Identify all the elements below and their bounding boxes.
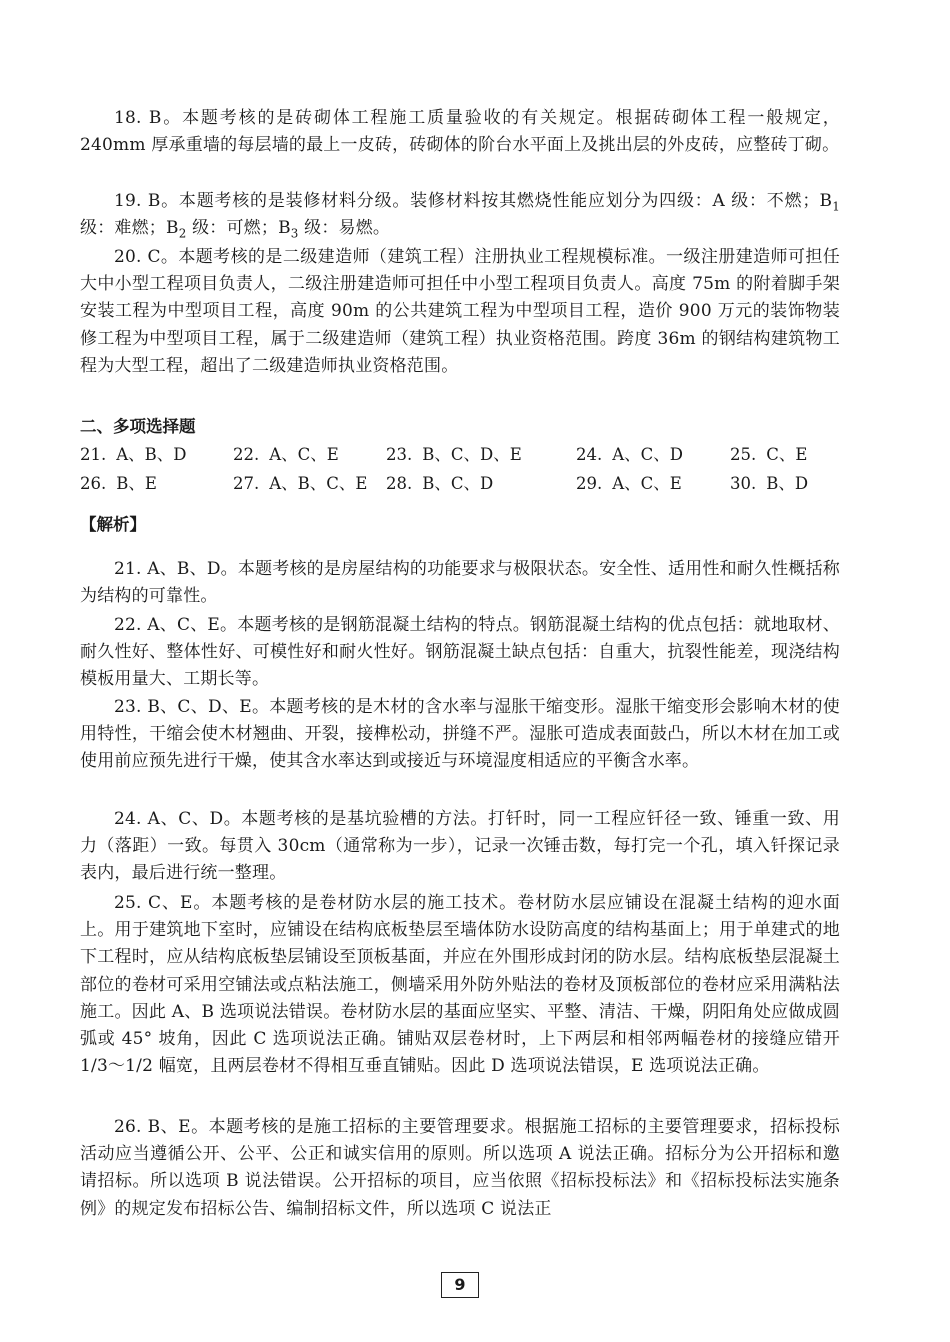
answer-22: 22. A、C、E xyxy=(233,445,339,464)
explanation-19: 19. B。本题考核的是装修材料分级。装修材料按其燃烧性能应划分为四级：A 级：不燃；$B_1$ 级：难燃；$B_2$ 级：可燃；$B_3$ 级：易燃。 xyxy=(80,191,840,241)
explanation-text: B。本题考核的是砖砌体工程施工质量验收的有关规定。根据砖砌体工程一般规定，240mm 厚承重墙的每层墙的最上一皮砖，砖砌体的阶台水平面上及挑出层的外皮砖，应整砖丁砌。 xyxy=(80,108,840,156)
answer-row-1 xyxy=(80,443,860,467)
item-number: 26. xyxy=(114,1117,142,1137)
item-number: 19. xyxy=(114,191,142,211)
explanation-text: A、C、D。本题考核的是基坑验槽的方法。打钎时，同一工程应钎径一致、锤重一致、用力（落距）一致。每贯入 30cm（通常称为一步），记录一次锤击数，每打完一个孔，填入钎探记录表内，最后进行统一整理。 xyxy=(80,809,840,884)
analysis-title: 【解析】 xyxy=(80,515,146,534)
answer-30: 30. B、D xyxy=(730,474,809,493)
explanation-text: B、C、D、E。本题考核的是木材的含水率与湿胀干缩变形。湿胀干缩变形会影响木材的使用特性，干缩会使木材翘曲、开裂，接榫松动，拼缝不严。湿胀可造成表面鼓凸，所以木材在加工或使用前应预先进行干燥，使其含水率达到或接近与环境湿度相适应的平衡含水率。 xyxy=(80,697,840,772)
answer-27: 27. A、B、C、E xyxy=(233,474,368,493)
item-number: 24. xyxy=(114,809,142,829)
answer-24: 24. A、C、D xyxy=(576,445,684,464)
explanation-25 xyxy=(80,890,840,1080)
item-number: 18. xyxy=(114,108,142,128)
answer-25: 25. C、E xyxy=(730,445,808,464)
page-number: 9 xyxy=(441,1272,479,1298)
explanation-24 xyxy=(80,806,840,888)
item-number: 21. xyxy=(114,559,142,579)
explanation-20 xyxy=(80,244,840,380)
answer-21: 21. A、B、D xyxy=(80,445,187,464)
explanation-text: A、B、D。本题考核的是房屋结构的功能要求与极限状态。安全性、适用性和耐久性概括称为结构的可靠性。 xyxy=(80,559,840,607)
answer-26: 26. B、E xyxy=(80,474,157,493)
answer-row-2 xyxy=(80,472,860,496)
item-number: 25. xyxy=(114,893,142,913)
explanation-21 xyxy=(80,556,840,610)
item-number: 22. xyxy=(114,615,142,635)
section-title: 二、多项选择题 xyxy=(80,417,196,436)
explanation-text: C。本题考核的是二级建造师（建筑工程）注册执业工程规模标准。一级注册建造师可担任大中小型工程项目负责人，二级注册建造师可担任中小型工程项目负责人。高度 75m 的附着脚手架安装工程为中型项目工程，高度 90m 的公共建筑工程为中型项目工程，造价 900 万元的装饰物装修工程为中型项目工程，属于二级建造师（建筑工程）执业资格范围。跨度 36m 的钢结构建筑物工程为大型工程，超出了二级建造师执业资格范围。 xyxy=(80,247,840,376)
explanation-text: B、E。本题考核的是施工招标的主要管理要求。根据施工招标的主要管理要求，招标投标活动应当遵循公开、公平、公正和诚实信用的原则。所以选项 A 说法正确。招标分为公开招标和邀请招标。所以选项 B 说法错误。公开招标的项目，应当依照《招标投标法》和《招标投标法实施条例》的规定发布招标公告、编制招标文件，所以选项 C 说法正 xyxy=(80,1117,840,1219)
answer-29: 29. A、C、E xyxy=(576,474,682,493)
explanation-26 xyxy=(80,1114,840,1223)
explanation-23 xyxy=(80,694,840,776)
answer-28: 28. B、C、D xyxy=(386,474,494,493)
item-number: 20. xyxy=(114,247,142,267)
explanation-22 xyxy=(80,612,840,694)
explanation-text: C、E。本题考核的是卷材防水层的施工技术。卷材防水层应铺设在混凝土结构的迎水面上。用于建筑地下室时，应铺设在结构底板垫层至墙体防水设防高度的结构基面上；用于单建式的地下工程时，应从结构底板垫层铺设至顶板基面，并应在外围形成封闭的防水层。结构底板垫层混凝土部位的卷材可采用空铺法或点粘法施工，侧墙采用外防外贴法的卷材及顶板部位的卷材应采用满粘法施工。因此 A、B 选项说法错误。卷材防水层的基面应坚实、平整、清洁、干燥，阴阳角处应做成圆弧或 45° 坡角，因此 C 选项说法正确。铺贴双层卷材时，上下两层和相邻两幅卷材的接缝应错开 1/3～1/2 幅宽，且两层卷材不得相互垂直铺贴。因此 D 选项说法错误，E 选项说法正确。 xyxy=(80,893,840,1077)
explanation-18 xyxy=(80,105,840,159)
answer-23: 23. B、C、D、E xyxy=(386,445,522,464)
explanation-text: A、C、E。本题考核的是钢筋混凝土结构的特点。钢筋混凝土结构的优点包括：就地取材、耐久性好、整体性好、可模性好和耐火性好。钢筋混凝土缺点包括：自重大，抗裂性能差，现浇结构模板用量大、工期长等。 xyxy=(80,615,840,690)
item-number: 23. xyxy=(114,697,142,717)
